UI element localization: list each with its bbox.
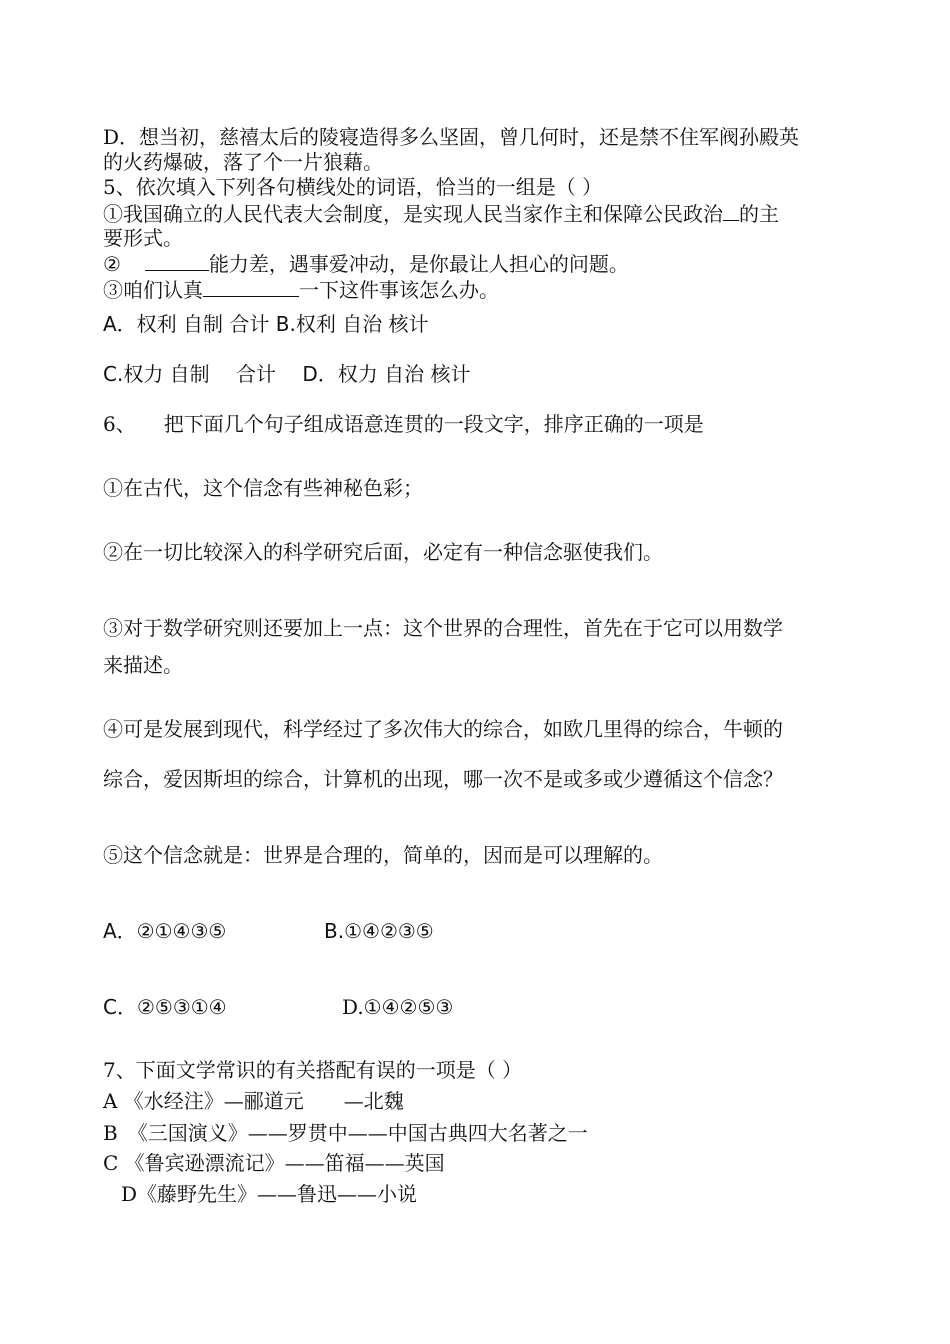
q4-option-d-line2: 的火药爆破，落了个一片狼藉。 [103,150,383,174]
q6-option-d: D.①④②⑤③ [342,995,454,1019]
q5-options-cd: C.权力 自制 合计 D．权力 自治 核计 [103,362,471,386]
answer-blank [203,276,299,297]
q6-sentence-3-line2: 来描述。 [103,653,183,677]
q7-option-c: C 《鲁宾逊漂流记》——笛福——英国 [103,1151,445,1175]
answer-blank [723,200,739,221]
q5-stem: 5、依次填入下列各句横线处的词语，恰当的一组是（ ） [103,175,603,199]
q5-s1-after: 的主 [739,202,779,226]
q6-option-c: C．②⑤③①④ [103,995,227,1019]
q5-sentence-1 [103,200,779,227]
q6-option-b: B.①④②③⑤ [324,919,434,943]
answer-blank [145,250,209,271]
q5-s2-after: 能力差，遇事爱冲动，是你最让人担心的问题。 [208,252,629,276]
q5-sentence-3 [103,276,499,303]
q6-number: 6、 [103,412,136,436]
q6-option-a: A．②①④③⑤ [103,919,227,943]
q7-option-b: B 《三国演义》——罗贯中——中国古典四大名著之一 [103,1121,588,1145]
q7-option-a: A 《水经注》—郦道元 —北魏 [103,1089,404,1113]
q4-option-d-line1: D．想当初，慈禧太后的陵寝造得多么坚固，曾几何时，还是禁不住军阀孙殿英 [103,125,800,149]
q5-s3-after: 一下这件事该怎么办。 [299,278,499,302]
q5-s2-num: ② [103,252,121,276]
q6-sentence-4-line2: 综合，爱因斯坦的综合，计算机的出现，哪一次不是或多或少遵循这个信念？ [103,767,783,791]
q6-stem [103,411,704,437]
q7-stem: 7、下面文学常识的有关搭配有误的一项是（ ） [103,1058,523,1082]
q6-sentence-5: ⑤这个信念就是：世界是合理的，简单的，因而是可以理解的。 [103,843,663,867]
q5-sentence-2 [103,250,629,277]
q6-sentence-4-line1: ④可是发展到现代，科学经过了多次伟大的综合，如欧几里得的综合，牛顿的 [103,717,783,741]
q5-s1-before: ①我国确立的人民代表大会制度，是实现人民当家作主和保障公民政治 [103,202,723,226]
q6-sentence-2: ②在一切比较深入的科学研究后面，必定有一种信念驱使我们。 [103,540,663,564]
q6-sentence-1: ①在古代，这个信念有些神秘色彩； [103,476,423,500]
q6-sentence-3-line1: ③对于数学研究则还要加上一点：这个世界的合理性，首先在于它可以用数学 [103,616,783,640]
q5-s3-before: ③咱们认真 [103,278,203,302]
q7-option-d: D《藤野先生》——鲁迅——小说 [121,1182,418,1206]
q5-options-ab: A．权利 自制 合计 B.权利 自治 核计 [103,312,429,336]
q6-stem-text: 把下面几个句子组成语意连贯的一段文字，排序正确的一项是 [163,412,704,436]
q5-sentence-1-cont: 要形式。 [103,226,183,250]
